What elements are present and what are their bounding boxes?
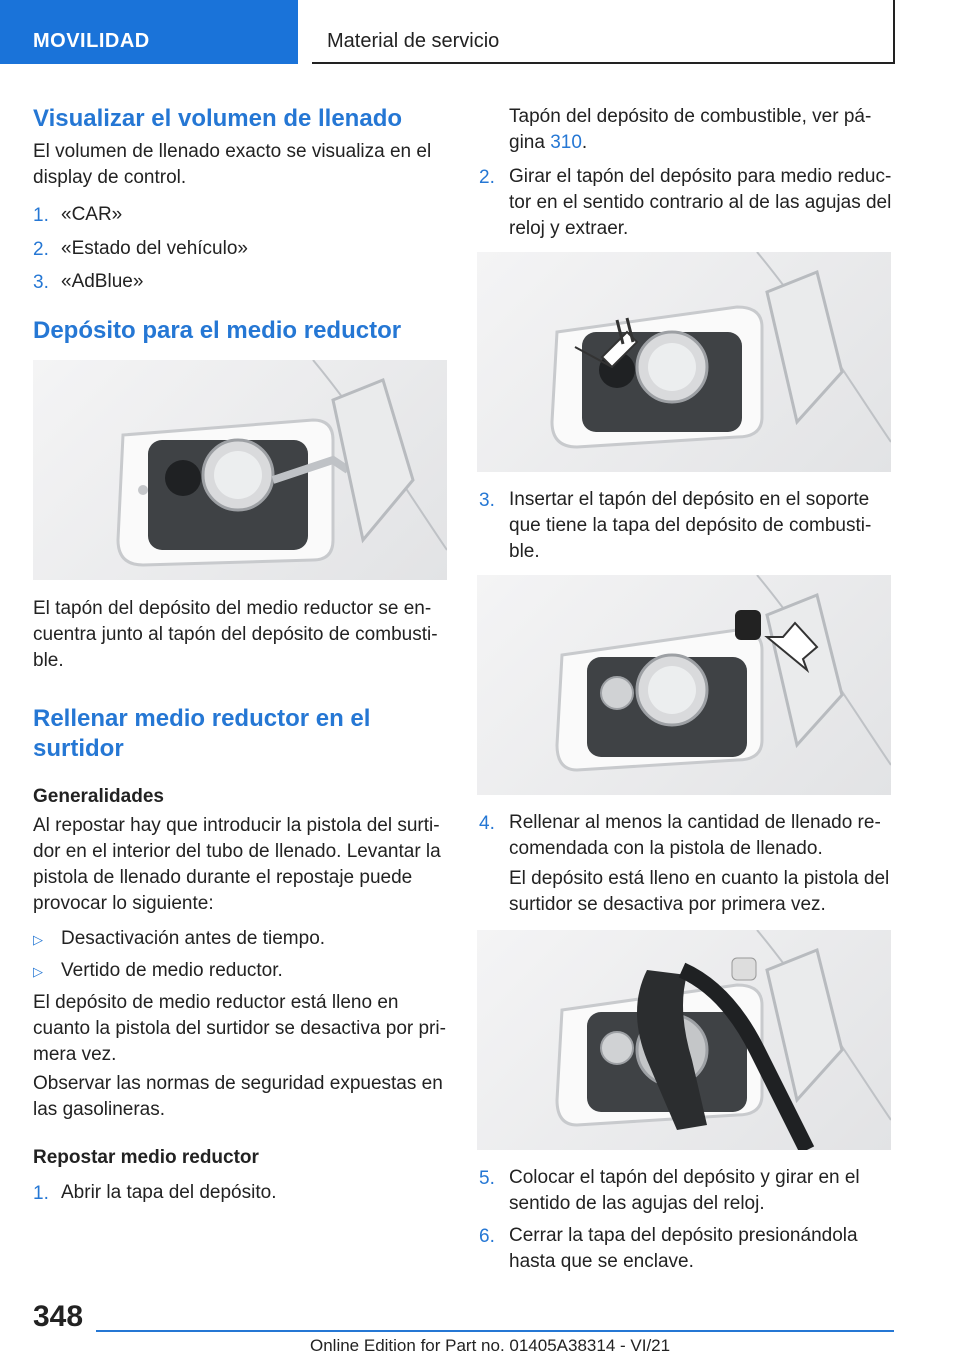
step-text	[509, 810, 881, 862]
line: Tapón del depósito de combustible, ver pá-	[509, 106, 872, 127]
line: Colocar el tapón del depósito y girar en el	[509, 1167, 860, 1188]
image-filler-adblue-cap	[33, 360, 447, 580]
step-number: 5.	[479, 1168, 495, 1189]
bullet-text: Desactivación antes de tiempo.	[61, 928, 326, 949]
line: Observar las normas de seguridad expuestas en	[33, 1073, 443, 1094]
line: El depósito está lleno en cuanto la pistola del	[509, 868, 890, 889]
para-normas	[33, 1071, 443, 1123]
heading-rellenar	[33, 704, 370, 764]
subsection-header	[312, 0, 895, 64]
line: las gasolineras.	[33, 1099, 166, 1120]
line: cuentra junto al tapón del depósito de combusti-	[33, 624, 438, 645]
step-text	[509, 164, 891, 242]
step-text: «Estado del vehículo»	[61, 238, 248, 259]
step-extra	[509, 866, 889, 918]
line: provocar lo siguiente:	[33, 893, 214, 914]
heading-line: surtidor	[33, 735, 124, 762]
line: hasta que se enclave.	[509, 1251, 694, 1272]
step-text	[509, 487, 871, 565]
para-lleno	[33, 990, 446, 1068]
line: Insertar el tapón del depósito en el soporte	[509, 489, 870, 510]
para-continuation	[509, 104, 871, 156]
line: dor en el interior del tubo de llenado. Levantar la	[33, 841, 441, 862]
line	[509, 130, 871, 156]
page-link[interactable]: 310	[550, 132, 582, 153]
image-remove-cap	[477, 252, 891, 472]
footer-divider	[96, 1330, 894, 1332]
line: Cerrar la tapa del depósito presionándola	[509, 1225, 858, 1246]
page-number: 348	[33, 1300, 84, 1333]
step-text	[509, 1223, 858, 1275]
step-text	[509, 1165, 860, 1217]
line: cuanto la pistola del surtidor se desactiva por pri-	[33, 1018, 446, 1039]
line: reloj y extraer.	[509, 218, 629, 239]
line: surtidor se desactiva por primera vez.	[509, 894, 826, 915]
line: El tapón del depósito del medio reductor se en-	[33, 598, 432, 619]
heading-line: Rellenar medio reductor en el	[33, 705, 371, 732]
text: gina	[509, 132, 551, 153]
step-text: «AdBlue»	[61, 271, 144, 292]
heading-deposito: Depósito para el medio reductor	[33, 317, 402, 344]
section-label: MOVILIDAD	[33, 30, 150, 52]
heading-visualizar: Visualizar el volumen de llenado	[33, 105, 403, 132]
heading-generalidades: Generalidades	[33, 786, 164, 807]
line: El depósito de medio reductor está lleno en	[33, 992, 399, 1013]
bullet-triangle-icon: ▷	[33, 964, 43, 979]
image-fuel-nozzle	[477, 930, 891, 1150]
line: ble.	[33, 650, 64, 671]
step-number: 3.	[33, 272, 49, 293]
line: Girar el tapón del depósito para medio reduc-	[509, 166, 892, 187]
line: pistola de llenado durante el repostaje puede	[33, 867, 413, 888]
step-number: 1.	[33, 1183, 49, 1204]
text: .	[581, 132, 588, 153]
step-number: 4.	[479, 813, 495, 834]
line: ble.	[509, 541, 540, 562]
bullet-text: Vertido de medio reductor.	[61, 960, 283, 981]
line: Rellenar al menos la cantidad de llenado re-	[509, 812, 881, 833]
para-visualizar	[33, 139, 431, 191]
step-text: Abrir la tapa del depósito.	[61, 1182, 277, 1203]
image-cap-holder	[477, 575, 891, 795]
bullet-triangle-icon: ▷	[33, 932, 43, 947]
line: comendada con la pistola de llenado.	[509, 838, 823, 859]
step-text: «CAR»	[61, 204, 123, 225]
heading-repostar: Repostar medio reductor	[33, 1147, 259, 1168]
para-deposito	[33, 596, 438, 674]
line: sentido de las agujas del reloj.	[509, 1193, 765, 1214]
step-number: 3.	[479, 490, 495, 511]
line: El volumen de llenado exacto se visualiza en el	[33, 141, 432, 162]
footer-edition: Online Edition for Part no. 01405A38314 - VI/21	[310, 1336, 671, 1355]
line: mera vez.	[33, 1044, 117, 1065]
line: tor en el sentido contrario al de las agujas del	[509, 192, 892, 213]
step-number: 6.	[479, 1226, 495, 1247]
section-tab	[0, 0, 298, 64]
line: display de control.	[33, 167, 187, 188]
line: Al repostar hay que introducir la pistola del surti-	[33, 815, 440, 836]
step-number: 2.	[33, 239, 49, 260]
line: que tiene la tapa del depósito de combusti-	[509, 515, 872, 536]
step-number: 2.	[479, 167, 495, 188]
para-generalidades	[33, 813, 441, 917]
step-number: 1.	[33, 205, 49, 226]
subsection-label: Material de servicio	[327, 30, 500, 52]
